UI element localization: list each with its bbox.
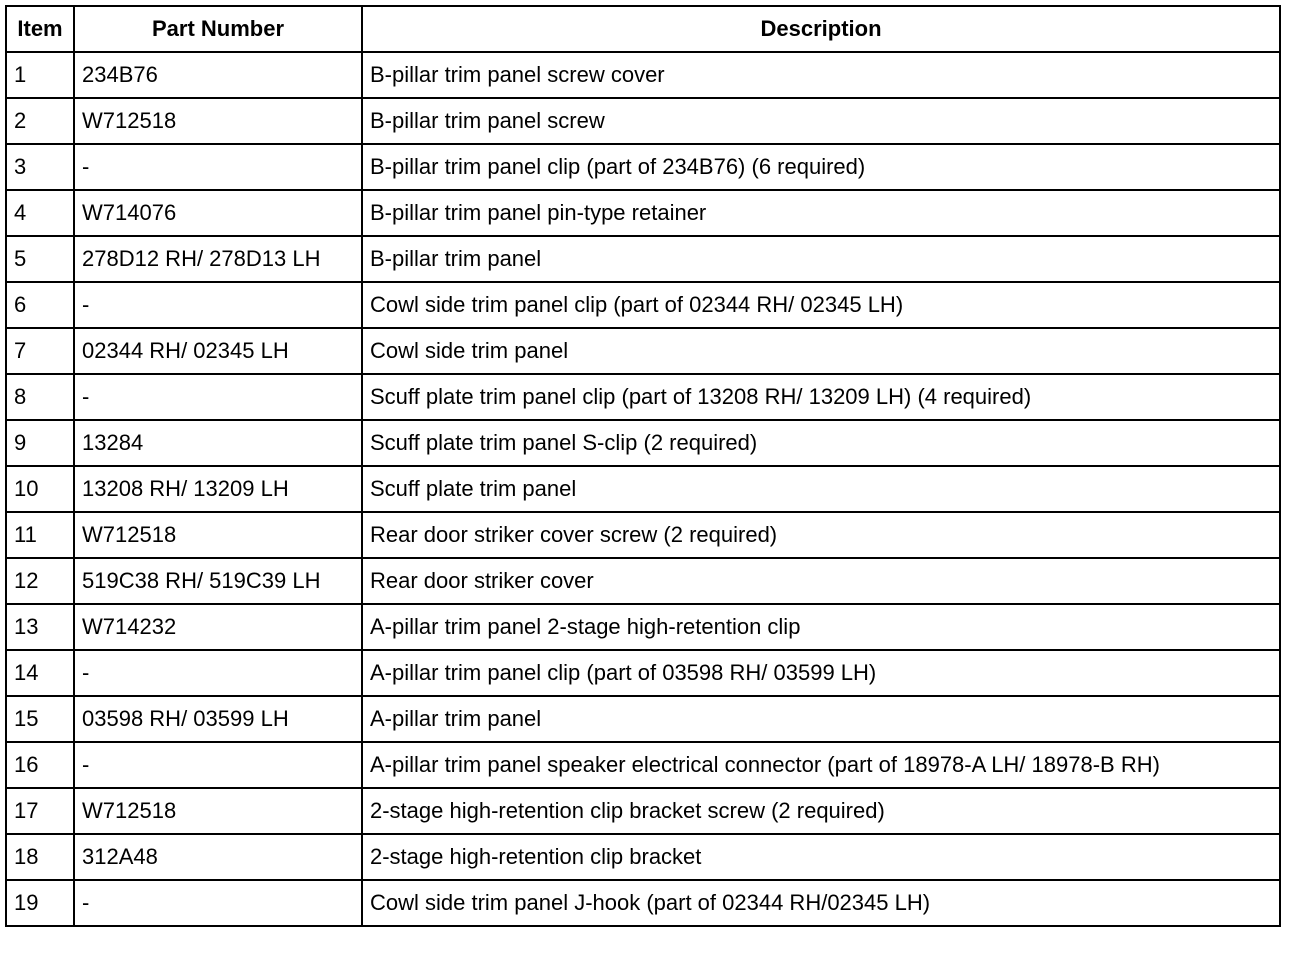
description-cell: B-pillar trim panel pin-type retainer bbox=[362, 190, 1280, 236]
item-cell: 11 bbox=[6, 512, 74, 558]
item-cell: 1 bbox=[6, 52, 74, 98]
table-row bbox=[6, 696, 1280, 742]
table-row bbox=[6, 558, 1280, 604]
item-cell: 10 bbox=[6, 466, 74, 512]
description-cell: 2-stage high-retention clip bracket bbox=[362, 834, 1280, 880]
table-row bbox=[6, 374, 1280, 420]
part-number-cell: 234B76 bbox=[74, 52, 362, 98]
table-row bbox=[6, 788, 1280, 834]
description-cell: Scuff plate trim panel S-clip (2 required) bbox=[362, 420, 1280, 466]
table-row bbox=[6, 834, 1280, 880]
table-row bbox=[6, 236, 1280, 282]
description-cell: Scuff plate trim panel bbox=[362, 466, 1280, 512]
item-cell: 17 bbox=[6, 788, 74, 834]
table-row bbox=[6, 190, 1280, 236]
part-number-cell: - bbox=[74, 880, 362, 926]
item-cell: 18 bbox=[6, 834, 74, 880]
table-row bbox=[6, 98, 1280, 144]
description-cell: Cowl side trim panel clip (part of 02344 RH/ 02345 LH) bbox=[362, 282, 1280, 328]
item-cell: 5 bbox=[6, 236, 74, 282]
description-cell: 2-stage high-retention clip bracket screw (2 required) bbox=[362, 788, 1280, 834]
part-number-cell: 278D12 RH/ 278D13 LH bbox=[74, 236, 362, 282]
item-cell: 19 bbox=[6, 880, 74, 926]
description-cell: Cowl side trim panel J-hook (part of 02344 RH/02345 LH) bbox=[362, 880, 1280, 926]
item-cell: 12 bbox=[6, 558, 74, 604]
item-cell: 4 bbox=[6, 190, 74, 236]
part-number-cell: 519C38 RH/ 519C39 LH bbox=[74, 558, 362, 604]
description-cell: Cowl side trim panel bbox=[362, 328, 1280, 374]
description-cell: B-pillar trim panel bbox=[362, 236, 1280, 282]
part-number-cell: W712518 bbox=[74, 98, 362, 144]
table-row bbox=[6, 512, 1280, 558]
part-number-cell: 312A48 bbox=[74, 834, 362, 880]
description-cell: Rear door striker cover bbox=[362, 558, 1280, 604]
item-cell: 14 bbox=[6, 650, 74, 696]
item-cell: 15 bbox=[6, 696, 74, 742]
description-cell: B-pillar trim panel clip (part of 234B76) (6 required) bbox=[362, 144, 1280, 190]
description-cell: Scuff plate trim panel clip (part of 13208 RH/ 13209 LH) (4 required) bbox=[362, 374, 1280, 420]
part-number-cell: - bbox=[74, 374, 362, 420]
table-row bbox=[6, 742, 1280, 788]
table-row bbox=[6, 880, 1280, 926]
part-number-cell: - bbox=[74, 742, 362, 788]
item-cell: 7 bbox=[6, 328, 74, 374]
table-row bbox=[6, 52, 1280, 98]
description-cell: B-pillar trim panel screw cover bbox=[362, 52, 1280, 98]
part-number-cell: W712518 bbox=[74, 512, 362, 558]
item-cell: 3 bbox=[6, 144, 74, 190]
table-row bbox=[6, 282, 1280, 328]
table-row bbox=[6, 650, 1280, 696]
description-cell: Rear door striker cover screw (2 required) bbox=[362, 512, 1280, 558]
parts-table bbox=[5, 5, 1281, 927]
part-number-cell: W712518 bbox=[74, 788, 362, 834]
item-cell: 9 bbox=[6, 420, 74, 466]
table-row bbox=[6, 144, 1280, 190]
description-cell: A-pillar trim panel clip (part of 03598 RH/ 03599 LH) bbox=[362, 650, 1280, 696]
part-number-cell: 13284 bbox=[74, 420, 362, 466]
item-cell: 13 bbox=[6, 604, 74, 650]
column-header-item: Item bbox=[6, 6, 74, 52]
description-cell: A-pillar trim panel 2-stage high-retention clip bbox=[362, 604, 1280, 650]
part-number-cell: - bbox=[74, 650, 362, 696]
item-cell: 8 bbox=[6, 374, 74, 420]
table-header-row bbox=[6, 6, 1280, 52]
part-number-cell: 02344 RH/ 02345 LH bbox=[74, 328, 362, 374]
column-header-part-number: Part Number bbox=[74, 6, 362, 52]
part-number-cell: - bbox=[74, 144, 362, 190]
description-cell: B-pillar trim panel screw bbox=[362, 98, 1280, 144]
item-cell: 2 bbox=[6, 98, 74, 144]
part-number-cell: 03598 RH/ 03599 LH bbox=[74, 696, 362, 742]
column-header-description: Description bbox=[362, 6, 1280, 52]
table-row bbox=[6, 466, 1280, 512]
table-row bbox=[6, 420, 1280, 466]
part-number-cell: W714232 bbox=[74, 604, 362, 650]
item-cell: 6 bbox=[6, 282, 74, 328]
description-cell: A-pillar trim panel bbox=[362, 696, 1280, 742]
part-number-cell: - bbox=[74, 282, 362, 328]
description-cell: A-pillar trim panel speaker electrical connector (part of 18978-A LH/ 18978-B RH) bbox=[362, 742, 1280, 788]
table-row bbox=[6, 328, 1280, 374]
part-number-cell: 13208 RH/ 13209 LH bbox=[74, 466, 362, 512]
part-number-cell: W714076 bbox=[74, 190, 362, 236]
table-row bbox=[6, 604, 1280, 650]
item-cell: 16 bbox=[6, 742, 74, 788]
